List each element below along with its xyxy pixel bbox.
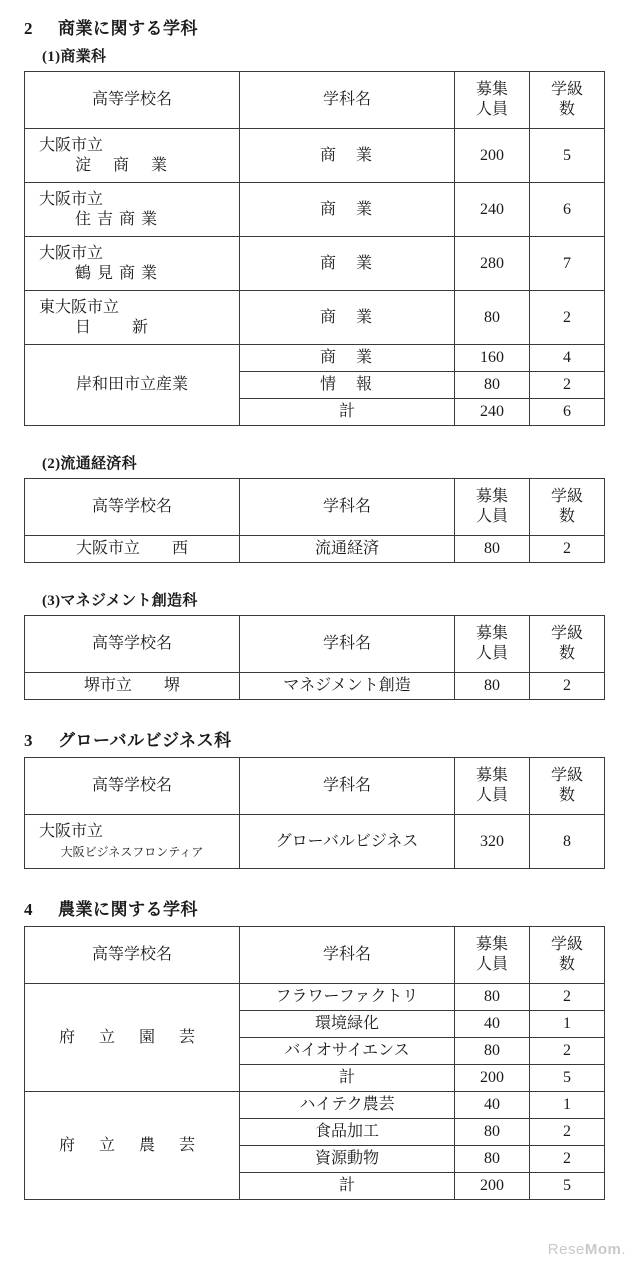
header-quota-line1: 募集 bbox=[475, 625, 508, 642]
classes-value: 2 bbox=[530, 984, 605, 1011]
table-row bbox=[25, 536, 605, 563]
school-line1: 大阪市立 bbox=[39, 244, 104, 262]
header-quota bbox=[455, 616, 530, 673]
school-line1: 大阪市立 bbox=[39, 190, 104, 208]
header-classes-line2: 数 bbox=[558, 787, 575, 804]
header-quota-line2: 人員 bbox=[475, 101, 508, 118]
section-title-2 bbox=[0, 14, 640, 39]
header-quota-line2: 人員 bbox=[475, 956, 508, 973]
table-row bbox=[25, 237, 605, 291]
quota-value: 80 bbox=[455, 372, 530, 399]
table-header-row bbox=[25, 479, 605, 536]
quota-value: 80 bbox=[455, 291, 530, 345]
header-classes bbox=[530, 479, 605, 536]
course-name: グローバルビジネス bbox=[240, 815, 455, 869]
table-row bbox=[25, 673, 605, 700]
course-name: 商 業 bbox=[240, 345, 455, 372]
quota-value: 80 bbox=[455, 1038, 530, 1065]
table-row bbox=[25, 291, 605, 345]
quota-value: 200 bbox=[455, 1065, 530, 1092]
header-school: 高等学校名 bbox=[25, 72, 240, 129]
course-name: マネジメント創造 bbox=[240, 673, 455, 700]
quota-value: 280 bbox=[455, 237, 530, 291]
course-name: ハイテク農芸 bbox=[240, 1092, 455, 1119]
header-quota-line2: 人員 bbox=[475, 645, 508, 662]
table-header-row bbox=[25, 758, 605, 815]
header-quota bbox=[455, 72, 530, 129]
school-line1: 大阪市立 bbox=[39, 822, 104, 840]
course-name: フラワーファクトリ bbox=[240, 984, 455, 1011]
school-name: 岸和田市立産業 bbox=[25, 345, 240, 426]
section-title-4 bbox=[0, 895, 640, 920]
school-name bbox=[25, 237, 240, 291]
header-classes-line2: 数 bbox=[558, 508, 575, 525]
classes-value: 2 bbox=[530, 1146, 605, 1173]
section-title-3 bbox=[0, 726, 640, 751]
school-line2: 住 吉 商 業 bbox=[75, 210, 159, 228]
header-classes-line2: 数 bbox=[558, 645, 575, 662]
quota-value: 80 bbox=[455, 1119, 530, 1146]
header-classes-line1: 学級 bbox=[550, 767, 583, 784]
header-classes bbox=[530, 927, 605, 984]
course-name: 商 業 bbox=[240, 183, 455, 237]
watermark bbox=[548, 1241, 626, 1258]
classes-value: 1 bbox=[530, 1011, 605, 1038]
classes-value: 5 bbox=[530, 1065, 605, 1092]
classes-value: 2 bbox=[530, 673, 605, 700]
header-quota-line2: 人員 bbox=[475, 787, 508, 804]
watermark-part1: Rese bbox=[547, 1241, 585, 1258]
quota-value: 240 bbox=[455, 399, 530, 426]
school-name: 府 立 農 芸 bbox=[25, 1092, 240, 1200]
spacer bbox=[0, 426, 640, 452]
school-name bbox=[25, 129, 240, 183]
school-name bbox=[25, 183, 240, 237]
quota-value: 160 bbox=[455, 345, 530, 372]
school-line2: 日 新 bbox=[75, 318, 152, 336]
section-title-text: グローバルビジネス科 bbox=[58, 731, 232, 750]
header-classes bbox=[530, 616, 605, 673]
table-row bbox=[25, 815, 605, 869]
course-name: 資源動物 bbox=[240, 1146, 455, 1173]
spacer bbox=[0, 700, 640, 726]
classes-value: 2 bbox=[530, 1119, 605, 1146]
subsection-label-2: (2)流通経済科 bbox=[42, 456, 137, 472]
watermark-suffix: . bbox=[621, 1241, 626, 1258]
course-name: 計 bbox=[240, 1065, 455, 1092]
header-classes bbox=[530, 758, 605, 815]
school-line1: 東大阪市立 bbox=[39, 298, 120, 316]
table-row bbox=[25, 1092, 605, 1119]
header-quota-line1: 募集 bbox=[475, 767, 508, 784]
header-quota bbox=[455, 927, 530, 984]
quota-value: 200 bbox=[455, 129, 530, 183]
table-row bbox=[25, 345, 605, 372]
quota-value: 40 bbox=[455, 1011, 530, 1038]
header-quota-line1: 募集 bbox=[475, 488, 508, 505]
table-row bbox=[25, 984, 605, 1011]
section-number: 4 bbox=[24, 900, 33, 919]
classes-value: 8 bbox=[530, 815, 605, 869]
quota-value: 40 bbox=[455, 1092, 530, 1119]
quota-value: 240 bbox=[455, 183, 530, 237]
header-classes-line2: 数 bbox=[558, 101, 575, 118]
header-course: 学科名 bbox=[240, 616, 455, 673]
section-title-text: 農業に関する学科 bbox=[58, 900, 198, 919]
school-line2: 淀 商 業 bbox=[75, 156, 171, 174]
header-course: 学科名 bbox=[240, 72, 455, 129]
classes-value: 2 bbox=[530, 536, 605, 563]
header-classes-line1: 学級 bbox=[550, 625, 583, 642]
section-number: 2 bbox=[24, 19, 33, 38]
school-name bbox=[25, 291, 240, 345]
school-line1: 大阪市立 bbox=[39, 136, 104, 154]
subsection-label-3: (3)マネジメント創造科 bbox=[42, 593, 198, 609]
quota-value: 80 bbox=[455, 1146, 530, 1173]
watermark-part2: Mom bbox=[584, 1241, 622, 1258]
school-name: 府 立 園 芸 bbox=[25, 984, 240, 1092]
header-quota bbox=[455, 758, 530, 815]
classes-value: 7 bbox=[530, 237, 605, 291]
table-header-row bbox=[25, 72, 605, 129]
spacer bbox=[0, 0, 640, 14]
header-course: 学科名 bbox=[240, 758, 455, 815]
quota-value: 320 bbox=[455, 815, 530, 869]
table-agriculture bbox=[24, 926, 605, 1200]
table-header-row bbox=[25, 616, 605, 673]
classes-value: 1 bbox=[530, 1092, 605, 1119]
spacer bbox=[0, 563, 640, 589]
table-row bbox=[25, 183, 605, 237]
table-row bbox=[25, 129, 605, 183]
header-school: 高等学校名 bbox=[25, 616, 240, 673]
quota-value: 80 bbox=[455, 984, 530, 1011]
classes-value: 2 bbox=[530, 291, 605, 345]
course-name: 情 報 bbox=[240, 372, 455, 399]
header-classes bbox=[530, 72, 605, 129]
quota-value: 80 bbox=[455, 536, 530, 563]
header-quota-line1: 募集 bbox=[475, 81, 508, 98]
classes-value: 5 bbox=[530, 1173, 605, 1200]
table-header-row bbox=[25, 927, 605, 984]
header-course: 学科名 bbox=[240, 927, 455, 984]
header-classes-line1: 学級 bbox=[550, 81, 583, 98]
spacer bbox=[0, 869, 640, 895]
school-line2: 大阪ビジネスフロンティア bbox=[60, 844, 204, 859]
header-quota-line1: 募集 bbox=[475, 936, 508, 953]
school-name: 堺市立 堺 bbox=[25, 673, 240, 700]
table-commerce bbox=[24, 71, 605, 426]
table-distribution-economics bbox=[24, 478, 605, 563]
header-school: 高等学校名 bbox=[25, 758, 240, 815]
school-name bbox=[25, 815, 240, 869]
school-name: 大阪市立 西 bbox=[25, 536, 240, 563]
header-classes-line1: 学級 bbox=[550, 488, 583, 505]
header-quota-line2: 人員 bbox=[475, 508, 508, 525]
quota-value: 200 bbox=[455, 1173, 530, 1200]
header-quota bbox=[455, 479, 530, 536]
subsection-label-1: (1)商業科 bbox=[42, 49, 107, 65]
classes-value: 6 bbox=[530, 183, 605, 237]
classes-value: 2 bbox=[530, 372, 605, 399]
course-name: バイオサイエンス bbox=[240, 1038, 455, 1065]
header-course: 学科名 bbox=[240, 479, 455, 536]
section-title-text: 商業に関する学科 bbox=[58, 19, 198, 38]
classes-value: 5 bbox=[530, 129, 605, 183]
classes-value: 2 bbox=[530, 1038, 605, 1065]
classes-value: 4 bbox=[530, 345, 605, 372]
table-global-business bbox=[24, 757, 605, 869]
course-name: 食品加工 bbox=[240, 1119, 455, 1146]
classes-value: 6 bbox=[530, 399, 605, 426]
school-line2: 鶴 見 商 業 bbox=[75, 264, 159, 282]
course-name: 商 業 bbox=[240, 129, 455, 183]
course-name: 商 業 bbox=[240, 237, 455, 291]
header-school: 高等学校名 bbox=[25, 479, 240, 536]
course-name: 計 bbox=[240, 1173, 455, 1200]
header-classes-line2: 数 bbox=[558, 956, 575, 973]
course-name: 計 bbox=[240, 399, 455, 426]
header-classes-line1: 学級 bbox=[550, 936, 583, 953]
course-name: 流通経済 bbox=[240, 536, 455, 563]
table-management-creation bbox=[24, 615, 605, 700]
quota-value: 80 bbox=[455, 673, 530, 700]
course-name: 商 業 bbox=[240, 291, 455, 345]
course-name: 環境緑化 bbox=[240, 1011, 455, 1038]
header-school: 高等学校名 bbox=[25, 927, 240, 984]
section-number: 3 bbox=[24, 731, 33, 750]
